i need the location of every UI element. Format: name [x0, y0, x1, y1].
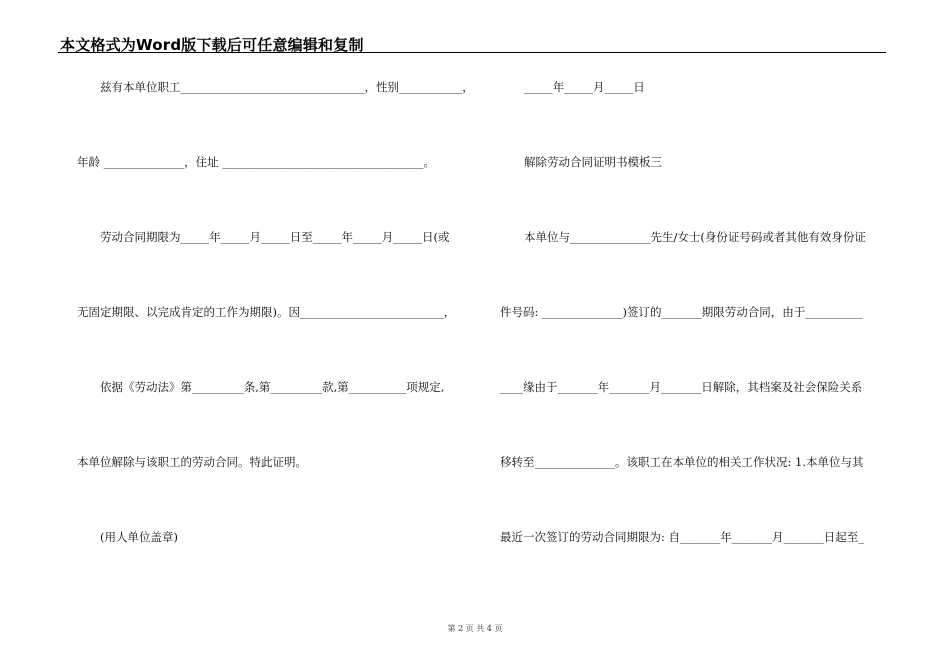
- left-paragraph-line: 年龄 ______________，住址 ___________________________________。: [77, 155, 436, 169]
- left-paragraph-line: 本单位解除与该职工的劳动合同。特此证明。: [77, 455, 307, 469]
- right-paragraph-line: ____缘由于_______年_______月_______日解除，其档案及社会保险关系: [500, 380, 863, 394]
- left-paragraph-line: 兹有本单位职工________________________________，性别___________，: [100, 80, 474, 94]
- right-paragraph-line: 移转至______________。该职工在本单位的相关工作状况: 1.本单位与其: [500, 455, 864, 469]
- right-paragraph-line: 本单位与______________先生/女士(身份证号码或者其他有效身份证: [524, 230, 866, 244]
- page-header-title: 本文格式为Word版下载后可任意编辑和复制: [60, 36, 364, 54]
- section-title: 解除劳动合同证明书模板三: [524, 155, 662, 169]
- left-paragraph-line: 依据《劳动法》第_________条,第_________款,第__________项规定,: [100, 380, 445, 394]
- left-paragraph-line: 劳动合同期限为_____年_____月_____日至_____年_____月_____日(或: [100, 230, 450, 244]
- date-line: _____年_____月_____日: [524, 80, 645, 94]
- right-paragraph-line: 最近一次签订的劳动合同期限为: 自_______年_______月_______日起至_: [500, 530, 865, 544]
- left-paragraph-line: 无固定期限、以完成肯定的工作为期限)。因_________________________，: [77, 305, 456, 319]
- page-number: 第 2 页 共 4 页: [447, 624, 503, 633]
- header-divider: [58, 52, 886, 53]
- right-paragraph-line: 件号码: ______________)签订的_______期限劳动合同，由于__________: [500, 305, 863, 319]
- seal-note: (用人单位盖章): [100, 530, 178, 544]
